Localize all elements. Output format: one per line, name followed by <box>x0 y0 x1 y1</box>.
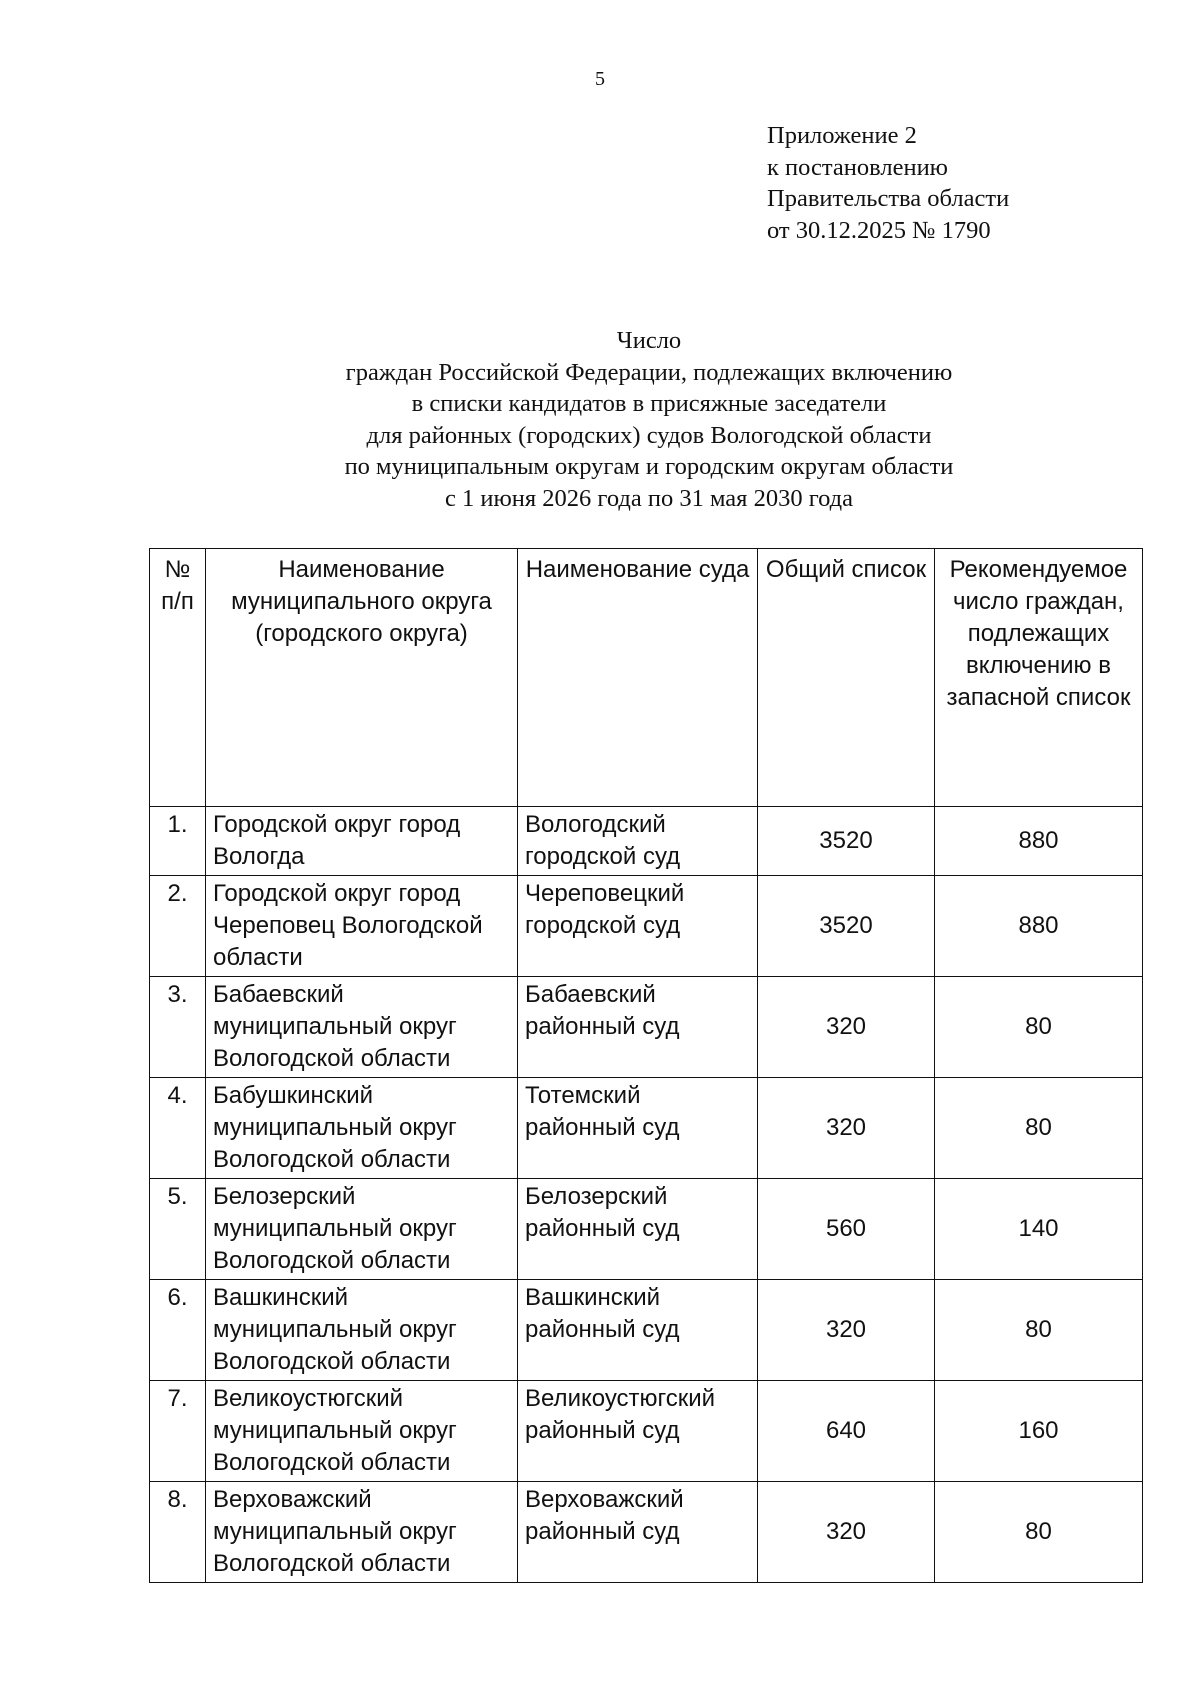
reserve-list-value: 80 <box>935 1482 1143 1583</box>
appendix-line: к постановлению <box>767 153 948 181</box>
row-number: 6. <box>150 1280 206 1381</box>
title-line: с 1 июня 2026 года по 31 мая 2030 года <box>444 484 854 512</box>
row-number: 1. <box>150 807 206 876</box>
general-list-value: 320 <box>758 977 935 1078</box>
reserve-list-value: 880 <box>935 876 1143 977</box>
municipality-name: Городской округ город Вологда <box>206 807 518 876</box>
court-name: Великоустюгский районный суд <box>518 1381 758 1482</box>
general-list-value: 320 <box>758 1280 935 1381</box>
general-list-value: 320 <box>758 1482 935 1583</box>
row-number: 4. <box>150 1078 206 1179</box>
municipality-name: Бабушкинский муниципальный округ Вологодской области <box>206 1078 518 1179</box>
title-line: для районных (городских) судов Вологодской области <box>366 421 932 449</box>
court-name: Череповецкий городской суд <box>518 876 758 977</box>
table-row <box>150 1280 1143 1381</box>
table-row <box>150 807 1143 876</box>
row-number: 2. <box>150 876 206 977</box>
row-number: 3. <box>150 977 206 1078</box>
general-list-value: 640 <box>758 1381 935 1482</box>
appendix-line: от 30.12.2025 № 1790 <box>767 216 991 244</box>
title-line: по муниципальным округам и городским округам области <box>344 453 954 480</box>
document-title <box>0 325 1200 514</box>
municipality-name: Великоустюгский муниципальный округ Вологодской области <box>206 1381 518 1482</box>
municipality-name: Верховажский муниципальный округ Вологодской области <box>206 1482 518 1583</box>
court-name: Бабаевский районный суд <box>518 977 758 1078</box>
appendix-line: Приложение 2 <box>767 122 917 149</box>
table-row <box>150 1381 1143 1482</box>
reserve-list-value: 160 <box>935 1381 1143 1482</box>
title-line: Число <box>616 327 682 354</box>
row-number: 5. <box>150 1179 206 1280</box>
table-row <box>150 1078 1143 1179</box>
appendix-line: Правительства области <box>767 185 1010 212</box>
table-row <box>150 977 1143 1078</box>
general-list-value: 3520 <box>758 807 935 876</box>
table-header-row <box>150 549 1143 807</box>
general-list-value: 560 <box>758 1179 935 1280</box>
court-name: Вашкинский районный суд <box>518 1280 758 1381</box>
header-municipality: Наименование муниципального округа (городского округа) <box>206 549 518 807</box>
jurors-table <box>149 548 1143 1583</box>
table-row <box>150 1179 1143 1280</box>
table-row <box>150 876 1143 977</box>
general-list-value: 320 <box>758 1078 935 1179</box>
court-name: Тотемский районный суд <box>518 1078 758 1179</box>
appendix-block <box>767 120 1009 246</box>
municipality-name: Бабаевский муниципальный округ Вологодской области <box>206 977 518 1078</box>
municipality-name: Белозерский муниципальный округ Вологодской области <box>206 1179 518 1280</box>
general-list-value: 3520 <box>758 876 935 977</box>
reserve-list-value: 80 <box>935 1078 1143 1179</box>
row-number: 7. <box>150 1381 206 1482</box>
reserve-list-value: 80 <box>935 1280 1143 1381</box>
title-line: в списки кандидатов в присяжные заседатели <box>411 390 887 417</box>
header-court: Наименование суда <box>518 549 758 807</box>
title-line: граждан Российской Федерации, подлежащих включению <box>345 358 953 386</box>
municipality-name: Вашкинский муниципальный округ Вологодской области <box>206 1280 518 1381</box>
reserve-list-value: 80 <box>935 977 1143 1078</box>
header-general-list: Общий список <box>758 549 935 807</box>
row-number: 8. <box>150 1482 206 1583</box>
court-name: Вологодский городской суд <box>518 807 758 876</box>
court-name: Белозерский районный суд <box>518 1179 758 1280</box>
header-reserve-list: Рекомендуемое число граждан, подлежащих включению в запасной список <box>935 549 1143 807</box>
header-num: № п/п <box>150 549 206 807</box>
municipality-name: Городской округ город Череповец Вологодской области <box>206 876 518 977</box>
court-name: Верховажский районный суд <box>518 1482 758 1583</box>
table-row <box>150 1482 1143 1583</box>
page-number: 5 <box>595 68 605 90</box>
reserve-list-value: 140 <box>935 1179 1143 1280</box>
reserve-list-value: 880 <box>935 807 1143 876</box>
